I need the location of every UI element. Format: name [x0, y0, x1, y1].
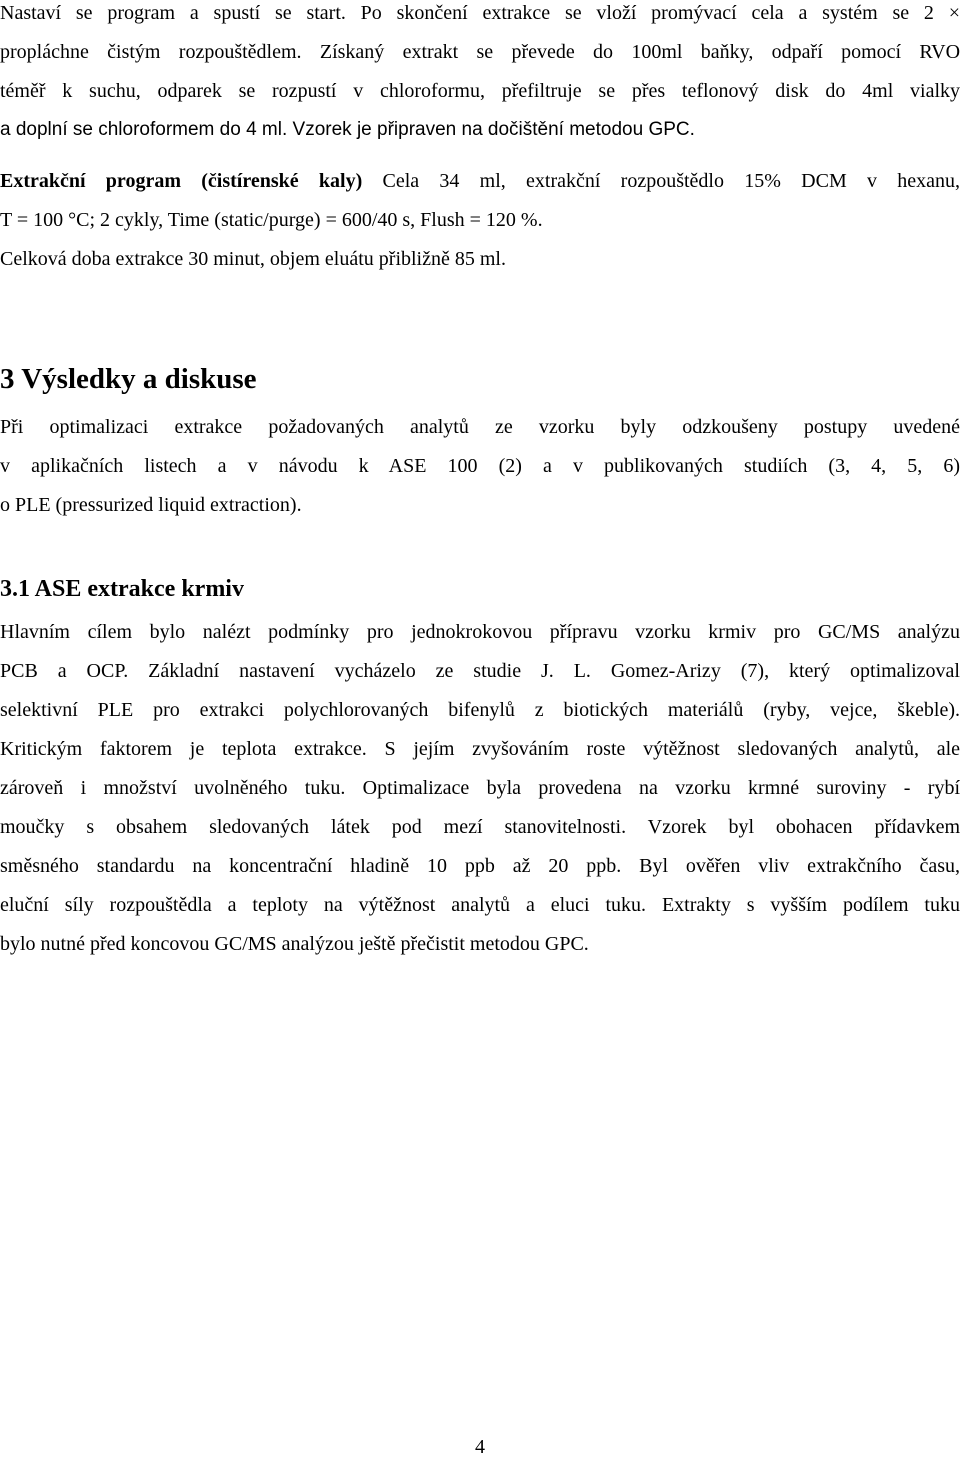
text-span: Kritickým faktorem je teplota extrakce. S jejím zvyšováním roste výtěžnost sledovaných analytů, ale: [0, 738, 960, 760]
paragraph-line: [0, 414, 960, 440]
paragraph-line: [0, 775, 960, 801]
paragraph-line: [0, 853, 960, 879]
section-heading: 3 Výsledky a diskuse: [0, 363, 257, 395]
text-span: Nastaví se program a spustí se start. Po skončení extrakce se vloží promývací cela a systém se 2 ×: [0, 2, 960, 24]
text-span: a doplní se chloroformem do 4 ml.: [0, 119, 288, 140]
text-span: Vzorek je připraven na dočištění metodou GPC.: [287, 119, 695, 140]
text-span: Cela 34 ml, extrakční rozpouštědlo 15% DCM v hexanu,: [362, 170, 960, 192]
paragraph-line: [0, 0, 960, 26]
text-span: moučky s obsahem sledovaných látek pod mezí stanovitelnosti. Vzorek byl obohacen přídavkem: [0, 816, 960, 838]
text-span: směsného standardu na koncentrační hladině 10 ppb až 20 ppb. Byl ověřen vliv extrakčního času,: [0, 855, 960, 877]
subsection-heading: 3.1 ASE extrakce krmiv: [0, 576, 244, 602]
page-number: 4: [475, 1436, 485, 1458]
extraction-program-line: [0, 168, 960, 194]
paragraph-line: [0, 619, 960, 645]
paragraph-line: [0, 931, 960, 957]
paragraph-line: [0, 697, 960, 723]
paragraph-line: [0, 814, 960, 840]
text-span: Hlavním cílem bylo nalézt podmínky pro jednokrokovou přípravu vzorku krmiv pro GC/MS analýzu: [0, 621, 960, 643]
paragraph-line: [0, 492, 960, 518]
text-span: v aplikačních listech a v návodu k ASE 100 (2) a v publikovaných studiích (3, 4, 5, 6): [0, 455, 960, 477]
paragraph-line: [0, 658, 960, 684]
paragraph-line: [0, 39, 960, 65]
paragraph-line: [0, 892, 960, 918]
text-span: zároveň i množství uvolněného tuku. Optimalizace byla provedena na vzorku krmné suroviny - rybí: [0, 777, 960, 799]
text-span: o PLE (pressurized liquid extraction).: [0, 494, 302, 516]
text-span: téměř k suchu, odparek se rozpustí v chloroformu, přefiltruje se přes teflonový disk do 4ml vialky: [0, 80, 960, 102]
text-span: propláchne čistým rozpouštědlem.: [0, 41, 302, 63]
text-span: eluční síly rozpouštědla a teploty na výtěžnost analytů a eluci tuku. Extrakty s vyšším podílem tuku: [0, 894, 960, 916]
extraction-program-line: [0, 207, 960, 233]
text-span: Celková doba extrakce 30 minut, objem eluátu přibližně 85 ml.: [0, 248, 506, 270]
text-span: bylo nutné před koncovou GC/MS analýzou ještě přečistit metodou GPC.: [0, 933, 589, 955]
text-span: PCB a OCP. Základní nastavení vycházelo ze studie J. L. Gomez-Arizy (7), který optimalizoval: [0, 660, 960, 682]
extraction-program-line: [0, 246, 960, 272]
text-span: T = 100 °C; 2 cykly, Time (static/purge) = 600/40 s, Flush = 120 %.: [0, 209, 543, 231]
text-span: Získaný extrakt se převede do 100ml baňky, odpaří pomocí RVO: [301, 41, 960, 63]
paragraph-line: [0, 117, 960, 143]
paragraph-line: [0, 736, 960, 762]
extraction-program-label: Extrakční program (čistírenské kaly): [0, 170, 363, 192]
text-span: selektivní PLE pro extrakci polychlorovaných bifenylů z biotických materiálů (ryby, vejce, škeble).: [0, 699, 960, 721]
paragraph-line: [0, 78, 960, 104]
text-span: Při optimalizaci extrakce požadovaných analytů ze vzorku byly odzkoušeny postupy uvedené: [0, 416, 960, 438]
paragraph-line: [0, 453, 960, 479]
